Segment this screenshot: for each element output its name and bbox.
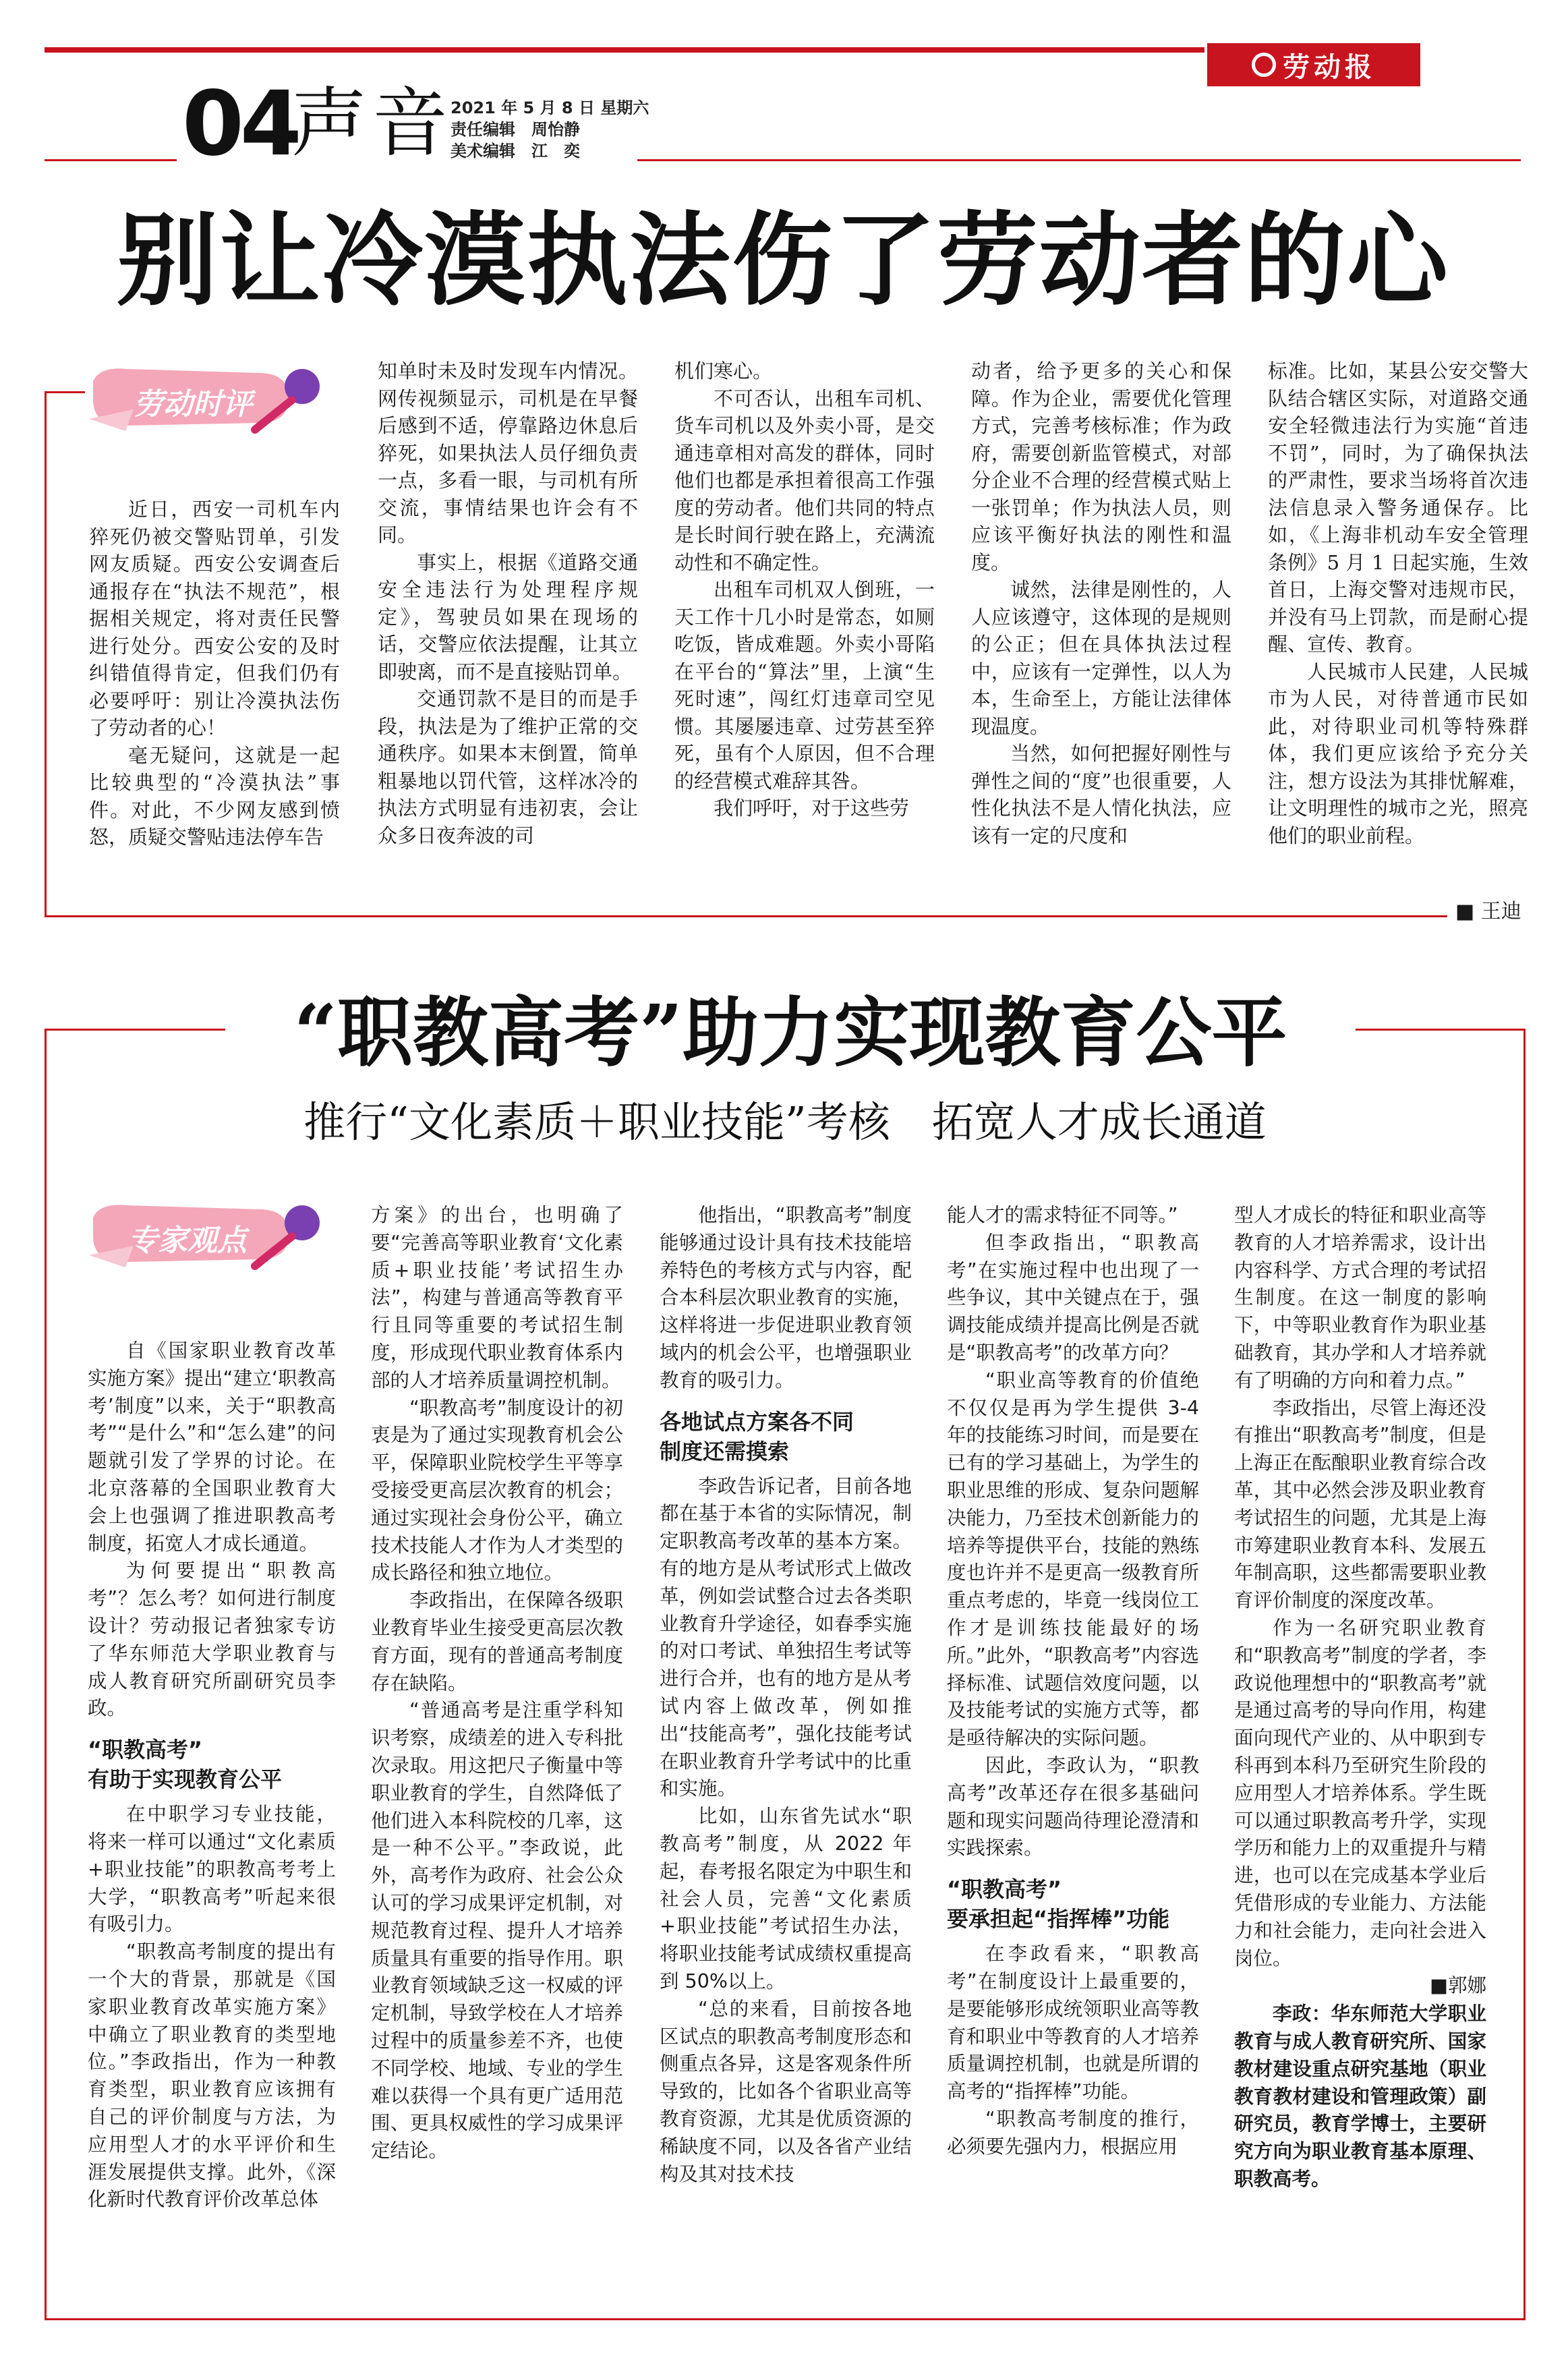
art-editor-credit: 美术编辑 江 奕 (451, 142, 580, 161)
logo-emblem-icon (1252, 53, 1276, 77)
top-rule (45, 47, 1204, 53)
article2-column-5 (1234, 1202, 1486, 2193)
paragraph: 近日，西安一司机车内猝死仍被交警贴罚单，引发网友质疑。西安公安调查后通报存在“执法不规范”，根据相关规定，将对责任民警进行处分。西安公安的及时纠错值得肯定，但我们仍有必要呼吁：别让冷漠执法伤了劳动者的心！ (89, 498, 340, 739)
subheading: “职教高考” 有助于实现教育公平 (88, 1737, 283, 1793)
expert-bio: 李政：华东师范大学职业教育与成人教育研究所、国家教材建设重点研究基地（职业教育教材建设和管理政策）副研究员，教育学博士，主要研究方向为职业教育基本原理、职教高考。 (1234, 2002, 1486, 2190)
article1-headline: 别让冷漠执法伤了劳动者的心 (116, 201, 1449, 320)
editor-credit: 责任编辑 周怡静 (451, 120, 580, 139)
paragraph: 为何要提出“职教高考”？怎么考？如何进行制度设计？劳动报记者独家专访了华东师范大学职业教育与成人教育研究所副研究员李政。 (88, 1559, 336, 1720)
paragraph: “职教高考”制度设计的初衷是为了通过实现教育机会公平，保障职业院校学生平等享受接受更高层次教育的机会；通过实现社会身份公平，确立技术技能人才作为人才类型的成长路径和独立地位。 (371, 1396, 623, 1584)
frame2-top-left (45, 1029, 225, 1031)
article2-headline: “职教高考”助力实现教育公平 (293, 989, 1287, 1077)
header-rule-right (637, 159, 1521, 161)
article1-column-5 (1268, 357, 1528, 849)
paragraph: 型人才成长的特征和职业高等教育的人才培养需求，设计出内容科学、方式合理的考试招生制度。在这一制度的影响下，中等职业教育作为职业基础教育，其办学和人才培养就有了明确的方向和着力点。” (1234, 1204, 1486, 1391)
paragraph: 我们呼吁，对于这些劳 (714, 797, 910, 820)
header-rule-left (45, 159, 177, 161)
article2-column-4 (947, 1202, 1199, 2161)
paragraph: 李政指出，尽管上海还没有推出“职教高考”制度，但是上海正在酝酿职业教育综合改革，其中必然会涉及职业教育考试招生的问题，尤其是上海市筹建职业教育本科、发展五年制高职，这些都需要职业教育评价制度的深度改革。 (1234, 1396, 1486, 1612)
paragraph: 能人才的需求特征不同等。” (947, 1204, 1178, 1226)
paragraph: 但李政指出，“职教高考”在实施过程中也出现了一些争议，其中关键点在于，强调技能成绩并提高比例是否就是“职教高考”的改革方向？ (947, 1231, 1199, 1364)
paragraph: 因此，李政认为，“职教高考”改革还存在很多基础问题和现实问题尚待理论澄清和实践探索。 (947, 1754, 1199, 1860)
issue-date: 2021 年 5 月 8 日 星期六 (451, 98, 649, 117)
paragraph: 人民城市人民建，人民城市为人民，对待普通市民如此，对待职业司机等特殊群体，我们更应该给予充分关注，想方设法为其排忧解难，让文明理性的城市之光，照亮他们的职业前程。 (1268, 660, 1528, 847)
frame1-left (45, 391, 47, 917)
frame2-top-right (1356, 1029, 1526, 1031)
article2-badge (86, 1197, 329, 1271)
article1-badge-label: 劳动时评 (134, 387, 252, 422)
article2-column-2 (371, 1202, 623, 2165)
paragraph: 毫无疑问，这就是一起比较典型的“冷漠执法”事件。对此，不少网友感到愤怒，质疑交警贴违法停车告 (89, 743, 340, 849)
article1-column-4 (971, 357, 1231, 849)
paragraph: “职业高等教育的价值绝不仅仅是再为学生提供 3-4 年的技能练习时间，而是要在已有的学习基础上，为学生的职业思维的形成、复杂问题解决能力，乃至技术创新能力的培养等提供平台，技能的熟练度也许并不是更高一级教育所重点考虑的，毕竟一线岗位工作才是训练技能最好的场所。”此外，“职教高考”内容选择标准、试题信效度问题，以及技能考试的实施方式等，都是亟待解决的实际问题。 (947, 1369, 1199, 1750)
paragraph: 李政指出，在保障各级职业教育毕业生接受更高层次教育方面，现有的普通高考制度存在缺陷。 (371, 1589, 623, 1694)
paragraph: 作为一名研究职业教育和“职教高考”制度的学者，李政说他理想中的“职教高考”就是通过高考的导向作用，构建面向现代产业的、从中职到专科再到本科乃至研究生阶段的应用型人才培养体系。学生既可以通过职教高考升学，实现学历和能力上的双重提升与精进，也可以在完成基本学业后凭借形成的专业能力、方法能力和社会能力，走向社会进入岗位。 (1234, 1616, 1486, 1970)
frame2-right (1523, 1029, 1526, 2320)
article2-column-3 (660, 1202, 912, 2188)
frame2-bottom (45, 2318, 1526, 2320)
frame2-left (45, 1029, 47, 2320)
paragraph: 事实上，根据《道路交通安全违法行为处理程序规定》，驾驶员如果在现场的话，交警应依法提醒，让其立即驶离，而不是直接贴罚单。 (378, 550, 638, 683)
frame1-top-left (45, 391, 85, 393)
article1-column-1 (89, 496, 340, 851)
frame1-bottom (45, 915, 1447, 917)
paragraph: 方案》的出台，也明确了要“完善高等职业教育‘文化素质+职业技能’考试招生办法”，构建与普通高等教育平行且同等重要的考试招生制度，形成现代职业教育体系内部的人才培养质量调控机制。 (371, 1204, 623, 1391)
paragraph: 机们寒心。 (674, 360, 773, 382)
paragraph: 标准。比如，某县公安交警大队结合辖区实际，对道路交通安全轻微违法行为实施“首违不罚”，同时，为了确保执法的严肃性，要求当场将首次违法信息录入警务通保存。比如，《上海非机动车安全管理条例》5 月 1 日起实施，生效首日，上海交警对违规市民，并没有马上罚款，而是耐心提醒、宣传、教育。 (1268, 360, 1528, 656)
section-name: 声音 (291, 80, 453, 167)
paragraph: 比如，山东省先试水“职教高考”制度，从 2022 年起，春考报名限定为中职生和社会人员，完善“文化素质+职业技能”考试招生办法，将职业技能考试成绩权重提高到 50%以上。 (660, 1805, 912, 1992)
paragraph: “普通高考是注重学科知识考察，成绩差的进入专科批次录取。用这把尺子衡量中等职业教育的学生，自然降低了他们进入本科院校的几率，这是一种不公平。”李政说，此外，高考作为政府、社会公众认可的学习成果评定机制，对规范教育过程、提升人才培养质量具有重要的指导作用。职业教育领域缺乏这一权威的评定机制，导致学校在人才培养过程中的质量参差不齐，也使不同学校、地域、专业的学生难以获得一个具有更广适用范围、更具权威性的学习成果评定结论。 (371, 1699, 623, 2162)
subheading: “职教高考” 要承担起“指挥棒”功能 (947, 1876, 1170, 1932)
paragraph: 李政告诉记者，目前各地都在基于本省的实际情况，制定职教高考改革的基本方案。有的地方是从考试形式上做改革，例如尝试整合过去各类职业教育升学途径，如春季实施的对口考试、单独招生考试等进行合并，也有的地方是从考试内容上做改革，例如推出“技能高考”，强化技能考试在职业教育升学考试中的比重和实施。 (660, 1474, 912, 1800)
paragraph: 交通罚款不是目的而是手段，执法是为了维护正常的交通秩序。如果本末倒置，简单粗暴地以罚代管，这样冰冷的执法方式明显有违初衷，会让众多日夜奔波的司 (378, 687, 638, 847)
paragraph: 知单时未及时发现车内情况。网传视频显示，司机是在早餐后感到不适，停靠路边休息后猝死，如果执法人员仔细负责一点，多看一眼，与司机有所交流，事情结果也许会有不同。 (378, 360, 638, 546)
article1-column-3 (674, 357, 935, 822)
article2-author: ■郭娜 (1430, 1974, 1486, 1997)
paragraph: 动者，给予更多的关心和保障。作为企业，需要优化管理方式，完善考核标准；作为政府，需要创新监管模式，对部分企业不合理的经营模式贴上一张罚单；作为执法人员，则应该平衡好执法的刚性和温度。 (971, 360, 1231, 574)
paragraph: 出租车司机双人倒班，一天工作十几小时是常态，如厕吃饭，皆成难题。外卖小哥陷在平台的“算法”里，上演“生死时速”，闯红灯违章司空见惯。其屡屡违章、过劳甚至猝死，虽有个人原因，但不合理的经营模式难辞其咎。 (674, 578, 935, 793)
paragraph: 他指出，“职教高考”制度能够通过设计具有技术技能培养特色的考核方式与内容，配合本科层次职业教育的实施，这样将进一步促进职业教育领域内的机会公平，也增强职业教育的吸引力。 (660, 1204, 912, 1391)
article2-column-1 (88, 1338, 336, 2214)
paragraph: 自《国家职业教育改革实施方案》提出“建立‘职教高考’制度”以来，关于“职教高考”“是什么”和“怎么建”的问题就引发了学界的讨论。在北京落幕的全国职业教育大会上也强调了推进职教高考制度，拓宽人才成长通道。 (88, 1340, 336, 1555)
paper-name: 劳动报 (1283, 51, 1376, 83)
paragraph: “总的来看，目前按各地区试点的职教高考制度形态和侧重点各异，这是客观条件所导致的，比如各个省职业高等教育资源，尤其是优质资源的稀缺度不同，以及各省产业结构及其对技术技 (660, 1997, 912, 2185)
page-number: 04 (182, 72, 298, 176)
article1-badge (86, 361, 329, 435)
subheading: 各地试点方案各不同 制度还需摸索 (660, 1408, 854, 1464)
article2-subheadline: 推行“文化素质＋职业技能”考核 拓宽人才成长通道 (303, 1097, 1267, 1147)
paragraph: 不可否认，出租车司机、货车司机以及外卖小哥，是交通违章相对高发的群体，同时他们也都是承担着很高工作强度的劳动者。他们共同的特点是长时间行驶在路上，充满流动性和不确定性。 (674, 386, 935, 574)
paragraph: 诚然，法律是刚性的，人人应该遵守，这体现的是规则的公正；但在具体执法过程中，应该有一定弹性，以人为本，生命至上，方能让法律体现温度。 (971, 578, 1231, 738)
paragraph: 在中职学习专业技能，将来一样可以通过“文化素质+职业技能”的职教高考考上大学，“职教高考”听起来很有吸引力。 (88, 1803, 336, 1936)
article1-column-2 (378, 357, 638, 849)
paragraph: “职教高考制度的提出有一个大的背景，那就是《国家职业教育改革实施方案》中确立了职业教育的类型地位。”李政指出，作为一种教育类型，职业教育应该拥有自己的评价制度与方法，为应用型人才的水平评价和生涯发展提供支撑。此外，《深化新时代教育评价改革总体 (88, 1941, 336, 2211)
masthead-info (451, 97, 649, 162)
paper-logo (1207, 43, 1420, 86)
article1-author: ■ 王迪 (1450, 898, 1521, 925)
paragraph: 当然，如何把握好刚性与弹性之间的“度”也很重要，人性化执法不是人情化执法，应该有一定的尺度和 (971, 742, 1231, 847)
paragraph: “职教高考制度的推行，必须要先强内力，根据应用 (947, 2107, 1199, 2158)
paragraph: 在李政看来，“职教高考”在制度设计上最重要的，是要能够形成统领职业高等教育和职业中等教育的人才培养质量调控机制，也就是所谓的高考的“指挥棒”功能。 (947, 1943, 1199, 2103)
article2-badge-label: 专家观点 (128, 1224, 247, 1258)
